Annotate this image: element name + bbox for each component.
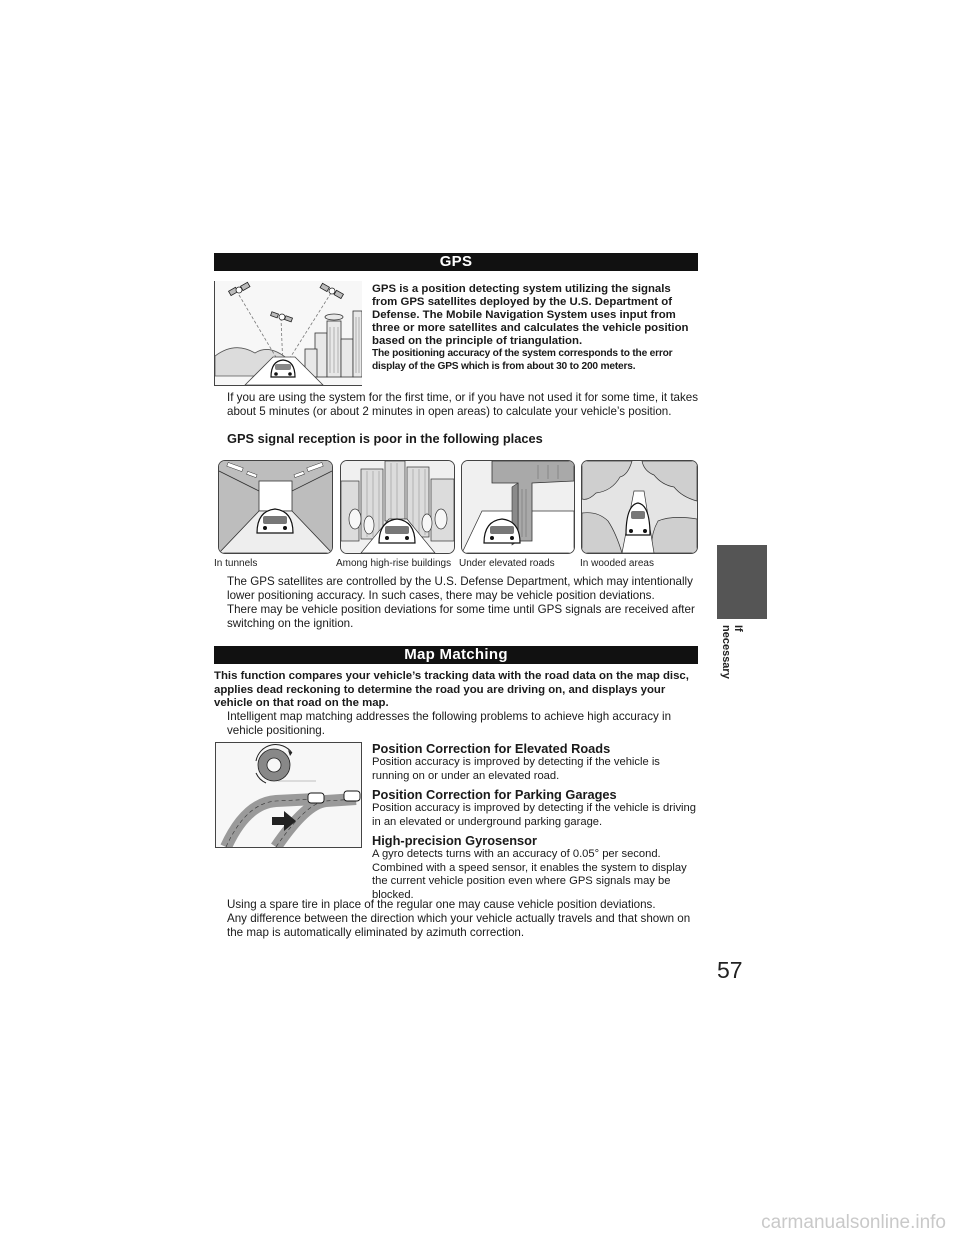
page-number: 57 [717,957,743,983]
caption-tunnels: In tunnels [214,558,258,569]
gps-notes [227,575,701,631]
watermark: carmanualsonline.info [761,1212,946,1233]
high-rise-illustration [340,460,455,554]
elevated-road-illustration [461,460,575,554]
gps-intro [372,283,698,373]
wooded-area-icon [582,461,697,553]
high-rise-icon [341,461,454,553]
map-matching-features [372,742,698,902]
feature-gyrosensor [372,834,698,902]
gps-satellite-illustration [214,281,362,386]
feature-text: A gyro detects turns with an accuracy of 0.05° per second. Combined with a speed sensor, it enables the system to display the current vehicle position even where GPS signals may be blocked. [372,848,687,901]
poor-reception-heading: GPS signal reception is poor in the following places [227,431,543,446]
caption-high-rise: Among high-rise buildings [336,558,452,569]
feature-heading: Position Correction for Parking Garages [372,787,617,802]
map-matching-section-title: Map Matching [214,646,698,664]
gps-defense-note: The GPS satellites are controlled by the U.S. Defense Department, which may intentionally lower positioning accuracy. In such cases, there may be vehicle position deviations. [227,575,693,602]
feature-heading: Position Correction for Elevated Roads [372,741,611,756]
feature-text: Position accuracy is improved by detecting if the vehicle is running on or under an elevated road. [372,756,660,782]
chapter-tab [717,545,767,619]
gps-accuracy-note: The positioning accuracy of the system corresponds to the error display of the GPS which is from about 30 to 200 meters. [372,348,673,372]
feature-elevated-roads [372,742,698,783]
tunnel-icon [219,461,332,553]
map-matching-intro-note: Intelligent map matching addresses the following problems to achieve high accuracy in vehicle positioning. [227,710,672,737]
azimuth-note: Any difference between the direction which your vehicle actually travels and that shown on the map is automatically eliminated by azimuth correction. [227,912,691,939]
spare-tire-note: Using a spare tire in place of the regular one may cause vehicle position deviations. [227,898,656,911]
gps-ignition-note: There may be vehicle position deviations for some time until GPS signals are received after switching on the ignition. [227,603,695,630]
caption-elevated-roads: Under elevated roads [459,558,555,569]
map-matching-intro: This function compares your vehicle’s tracking data with the road data on the map disc, applies dead reckoning to determine the road you are driving on, and displays your vehicle on that road on the map. [214,670,689,709]
gyrosensor-illustration [215,742,362,848]
gyro-road-icon [216,743,361,847]
feature-parking-garages [372,788,698,829]
elevated-road-icon [462,461,574,553]
caption-wooded-areas: In wooded areas [580,558,654,569]
gps-intro-bold: GPS is a position detecting system utilizing the signals from GPS satellites deployed by the U.S. Department of Defense. The Mobile Navigation System uses input from three or more satellites and calculates the vehicle position based on the principle of triangulation. [372,283,689,347]
feature-text: Position accuracy is improved by detecting if the vehicle is driving in an elevated or underground parking garage. [372,802,696,828]
gps-first-time-note: If you are using the system for the first time, or if you have not used it for some time, it takes about 5 minutes (or about 2 minutes in open areas) to calculate your vehicle’s position. [227,391,699,418]
tunnel-illustration [218,460,333,554]
chapter-label: If necessary [720,625,744,679]
map-matching-notes [227,898,701,940]
wooded-area-illustration [581,460,698,554]
gps-section-title: GPS [214,253,698,271]
satellite-scene-icon [215,281,362,385]
feature-heading: High-precision Gyrosensor [372,833,537,848]
